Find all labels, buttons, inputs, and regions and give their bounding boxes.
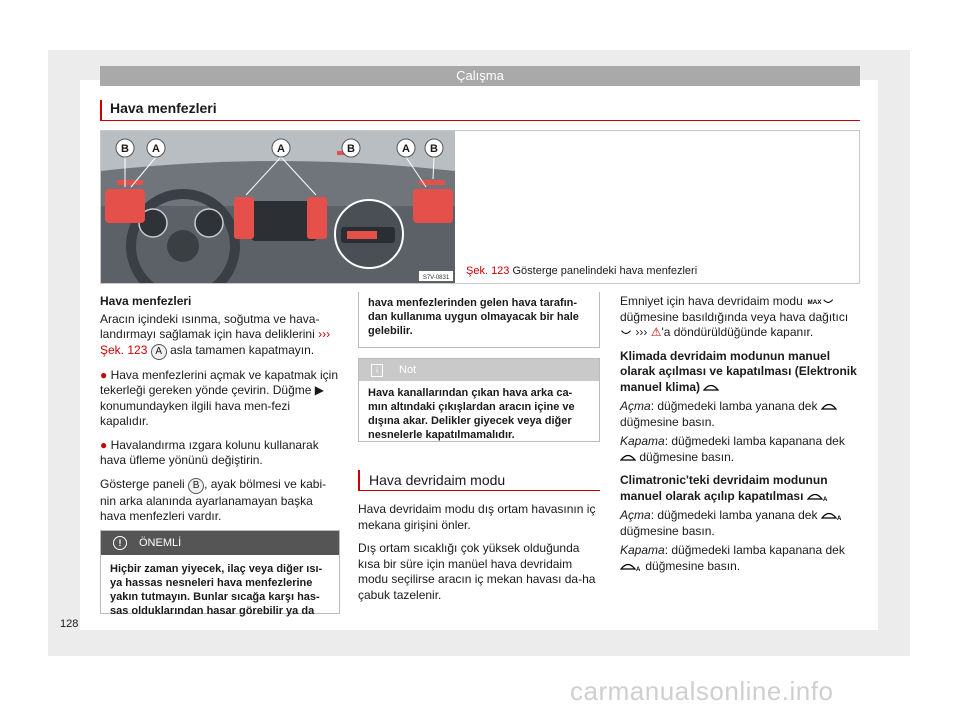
note-icon: i: [371, 364, 383, 377]
figure-link[interactable]: ››› Şek. 123: [100, 327, 331, 357]
defrost-icon: [620, 328, 632, 337]
col1-p1-end: asla tamamen kapatmayın.: [170, 342, 315, 357]
col3-off-2: [620, 543, 860, 574]
col3-p1-end: 'a döndürüldüğünde kapanır.: [661, 325, 814, 339]
subsection-title: Hava devridaim modu: [358, 470, 600, 490]
watermark: carmanualsonline.info: [570, 676, 834, 706]
col3-k2-label: Kapama: [620, 543, 665, 557]
col1-bullet-1: [100, 368, 340, 430]
svg-text:MAX: MAX: [807, 299, 822, 307]
warning-header: [101, 531, 339, 555]
col3-h1-text: Klimada devridaim modunun manuel olarak açılması ve kapatılması (Elektronik manuel klima): [620, 348, 857, 394]
col3-k2-text: : düğmedeki lamba kapanana dek: [664, 543, 845, 557]
column-1: [100, 294, 340, 533]
note-title: Not: [399, 364, 417, 376]
triangle-right-icon: ▶: [314, 383, 325, 397]
note-box: [358, 358, 600, 442]
figure-caption-text: Gösterge panelindeki hava menfezleri: [512, 265, 698, 277]
col3-k1-label: Kapama: [620, 434, 665, 448]
figure-caption: [466, 265, 697, 277]
col3-k2-end: düğmesine basın.: [645, 558, 741, 573]
chapter-header: Çalışma: [100, 66, 860, 86]
col1-b1-end: konumundayken ilgili hava men-fezi kapalıdır.: [100, 398, 291, 428]
col1-b2-text: Havalandırma ızgara kolunu kullanarak hava üfleme yönünü değiştirin.: [100, 437, 319, 467]
column-2: [358, 502, 600, 611]
col3-h2-text: Climatronic'teki devridaim modunun manuel olarak açılıp kapatılması: [620, 473, 828, 503]
col3-a1-text: : düğmedeki lamba yanana dek: [650, 399, 818, 413]
col1-p2-text: Gösterge paneli: [100, 476, 185, 491]
recirculation-icon: [620, 453, 636, 462]
figure-label: B: [121, 143, 129, 155]
warning-icon: !: [113, 536, 127, 550]
col3-heading-1: [620, 349, 860, 396]
marker-b: B: [188, 478, 204, 494]
col3-on-2: [620, 508, 860, 539]
figure-label: A: [402, 143, 410, 155]
col2-paragraph-1: Hava devridaim modu dış ortam havasının iç mekana girişini önler.: [358, 502, 596, 532]
figure-ref[interactable]: Şek. 123: [466, 265, 510, 277]
section-rule: [100, 120, 860, 121]
recirculation-icon: [703, 383, 719, 392]
note-text: Hava kanallarından çıkan hava arka ca-mın altındaki çıkışlardan aracın içine ve dışına akar. Delikler giyecek veya diğer nesnelerle kapatılmamalıdır.: [368, 387, 575, 441]
col3-off-1: [620, 434, 860, 465]
col1-paragraph-2: [100, 477, 340, 525]
col3-heading-2: [620, 473, 860, 504]
col3-a2-label: Açma: [620, 508, 651, 522]
col1-p1-text: Aracın içindeki ısınma, soğutma ve hava-landırmayı sağlamak için hava deliklerini: [100, 311, 320, 341]
svg-text:A: A: [836, 516, 842, 521]
page-number: 128: [60, 618, 79, 630]
figure-label: B: [430, 143, 438, 155]
warning-box: [100, 530, 340, 617]
section-title: Hava menfezleri: [100, 100, 217, 120]
figure-code: S7V-0831: [422, 275, 450, 281]
arrow-ref-icon: ›››: [635, 325, 648, 339]
col1-bullet-2: [100, 438, 340, 469]
col1-b1-text: Hava menfezlerini açmak ve kapatmak için tekerleği gereken yönde çevirin. Düğme: [100, 367, 339, 397]
warning-title: ÖNEMLİ: [139, 537, 182, 549]
svg-text:A: A: [822, 496, 828, 501]
svg-text:A: A: [636, 566, 641, 571]
col3-on-1: [620, 399, 860, 430]
col3-k1-text: : düğmedeki lamba kapanana dek: [664, 434, 845, 448]
column-3: [620, 294, 860, 582]
col1-heading: Hava menfezleri: [100, 294, 192, 308]
col1-paragraph-1: [100, 312, 340, 360]
warning-triangle-icon: ⚠: [650, 325, 662, 339]
col1-p2-end: , ayak bölmesi ve kabi-nin arka alanında ayarlanamayan başka hava menfezleri vardır.: [100, 476, 327, 523]
auto-recirculation-icon: [807, 492, 829, 501]
warning-continuation: hava menfezlerinden gelen hava tarafın-dan kullanıma uygun olmayacak bir hale gelebilir.: [358, 292, 600, 348]
col3-a1-end: düğmesine basın.: [620, 414, 715, 429]
col3-a2-end: düğmesine basın.: [620, 523, 715, 538]
recirculation-icon: [821, 402, 837, 411]
col3-k1-end: düğmesine basın.: [639, 449, 735, 464]
col3-p1-mid: düğmesine basıldığında veya hava dağıtıcı: [620, 309, 849, 324]
figure-label: A: [152, 143, 160, 155]
figure-label: A: [277, 143, 285, 155]
col3-paragraph-1: [620, 294, 860, 341]
col2-paragraph-2: Dış ortam sıcaklığı çok yüksek olduğunda kısa bir süre için manüel hava devridaim modu seçilirse aracın iç mekan havası da-ha çabuk tazelenir.: [358, 541, 596, 602]
figure-label: B: [347, 143, 355, 155]
note-header: [359, 359, 599, 381]
bullet-icon: ●: [100, 437, 108, 452]
subsection-rule: [358, 490, 600, 491]
auto-recirculation-icon: [620, 562, 642, 571]
dashboard-figure: [101, 131, 455, 283]
auto-recirculation-icon: [821, 511, 843, 520]
col3-a2-text: : düğmedeki lamba yanana dek: [650, 508, 818, 522]
bullet-icon: ●: [100, 367, 108, 382]
col3-a1-label: Açma: [620, 399, 651, 413]
marker-a: A: [151, 344, 167, 360]
max-defrost-icon: [806, 297, 836, 306]
col3-p1-text: Emniyet için hava devridaim modu: [620, 294, 803, 308]
warning-text: Hiçbir zaman yiyecek, ilaç veya diğer ısı-ya hassas nesneleri hava menfezlerine yakın tutmayın. Bunlar sıcağa karşı has-sas olduklarından hasar görebilir ya da: [110, 563, 323, 617]
